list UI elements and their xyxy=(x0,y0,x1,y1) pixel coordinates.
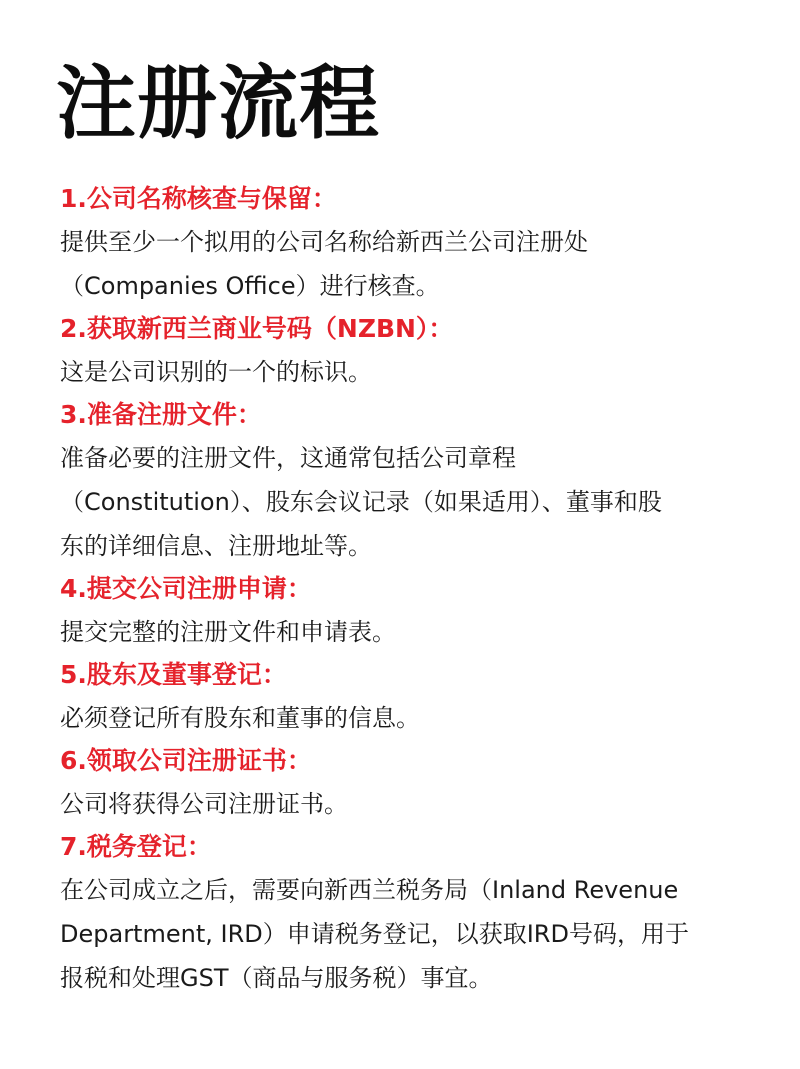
step-text-line: 提供至少一个拟用的公司名称给新西兰公司注册处 xyxy=(60,228,588,256)
step-2 xyxy=(60,308,760,394)
step-heading: 7.税务登记： xyxy=(60,832,212,861)
step-7 xyxy=(60,826,760,1000)
step-heading: 4.提交公司注册申请： xyxy=(60,574,312,603)
step-heading: 3.准备注册文件： xyxy=(60,400,262,429)
step-text-line: （Constitution）、股东会议记录（如果适用）、董事和股 xyxy=(60,488,662,516)
step-text-line: 这是公司识别的一个的标识。 xyxy=(60,358,372,386)
step-text-line: 必须登记所有股东和董事的信息。 xyxy=(60,704,420,732)
step-4 xyxy=(60,568,760,654)
step-text-line: 准备必要的注册文件，这通常包括公司章程 xyxy=(60,444,516,472)
step-text-line: 在公司成立之后，需要向新西兰税务局（Inland Revenue xyxy=(60,876,679,904)
step-heading: 2.获取新西兰商业号码（NZBN）： xyxy=(60,314,454,343)
step-heading: 6.领取公司注册证书： xyxy=(60,746,312,775)
step-heading: 1.公司名称核查与保留： xyxy=(60,184,337,213)
step-3 xyxy=(60,394,760,568)
step-6 xyxy=(60,740,760,826)
steps-list xyxy=(60,178,760,1000)
step-text-line: 报税和处理GST（商品与服务税）事宜。 xyxy=(60,964,493,992)
step-text-line: （Companies Office）进行核查。 xyxy=(60,272,440,300)
step-text-line: 东的详细信息、注册地址等。 xyxy=(60,532,372,560)
page-title: 注册流程 xyxy=(56,57,380,150)
step-text-line: Department, IRD）申请税务登记，以获取IRD号码，用于 xyxy=(60,920,689,948)
step-text-line: 公司将获得公司注册证书。 xyxy=(60,790,348,818)
step-1 xyxy=(60,178,760,308)
step-5 xyxy=(60,654,760,740)
step-heading: 5.股东及董事登记： xyxy=(60,660,287,689)
step-text-line: 提交完整的注册文件和申请表。 xyxy=(60,618,396,646)
